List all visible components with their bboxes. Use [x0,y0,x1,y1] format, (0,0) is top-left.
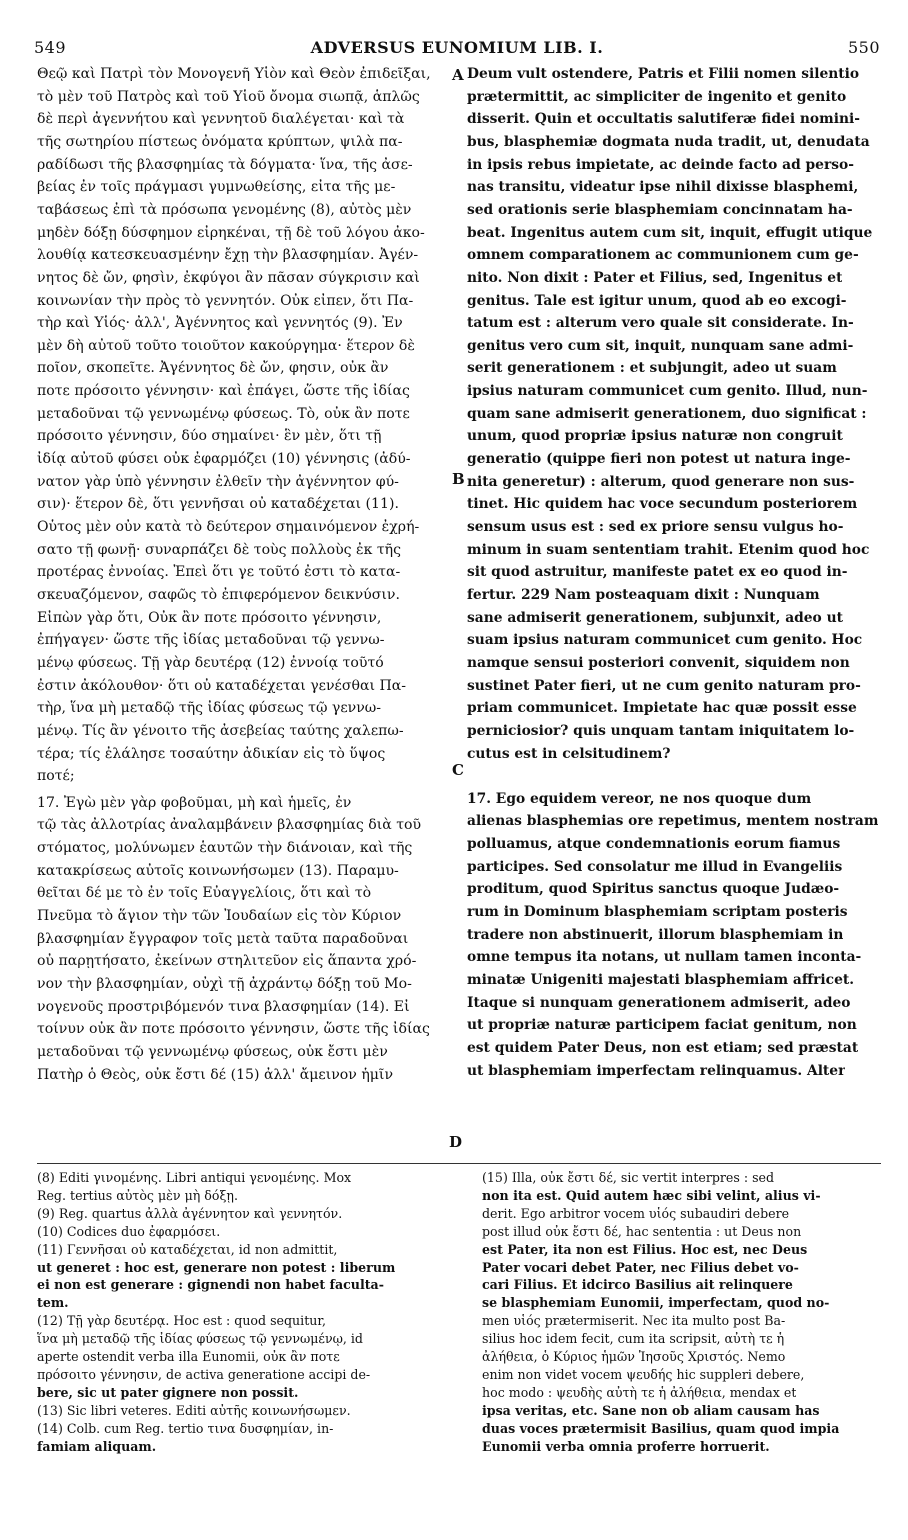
latin-text-line: alienas blasphemias ore repetimus, mentem nostram [467,813,879,830]
footnote-line-right: ipsa veritas, etc. Sane non ob aliam causam has [482,1402,820,1418]
footnote-line-right: (15) Illa, οὐκ ἔστι δέ, sic vertit interpres : sed [482,1170,775,1185]
latin-text-line: minum in suam sententiam trahit. Etenim quod hoc [467,541,870,558]
greek-text-line: στόματος, μολύνωμεν ἑαυτῶν τὴν διάνοιαν, καὶ τῆς [37,840,413,857]
greek-text-line: λουθίᾳ κατεσκευασμένην ἔχῃ τὴν βλασφημίαν. Ἀγέν- [37,247,419,264]
greek-text-line: μηδὲν δόξῃ δύσφημον εἰρηκέναι, τῇ δὲ τοῦ λόγου ἀκο- [37,224,425,241]
latin-text-line: 17. Ego equidem vereor, ne nos quoque dum [467,790,812,807]
greek-text-line: νητος δὲ ὤν, φησὶν, ἐκφύγοι ἂν πᾶσαν σύγκρισιν καὶ [37,269,420,286]
greek-text-line: πρόσοιτο γέννησιν, δύο σημαίνει· ἓν μὲν, ὅτι τῇ [37,428,382,445]
greek-text-line: μεταδοῦναι τῷ γεννωμένῳ φύσεως, οὐκ ἔστι μὲν [37,1043,388,1060]
page-number-left: 549 [34,38,67,57]
latin-text-line: namque sensui posteriori convenit, siquidem non [467,654,850,671]
greek-text-line: θεῖται δέ με τὸ ἐν τοῖς Εὐαγγελίοις, ὅτι καὶ τὸ [37,885,372,902]
greek-text-line: τὸ μὲν τοῦ Πατρὸς καὶ τοῦ Υἱοῦ ὄνομα σιωπᾷ, ἁπλῶς [37,88,420,105]
latin-text-line: est quidem Pater Deus, non est etiam; sed præstat [467,1039,859,1056]
footnote-line-right: est Pater, ita non est Filius. Hoc est, nec Deus [482,1241,808,1257]
greek-text-line: ἐπήγαγεν· ὥστε τῆς ἰδίας μεταδοῦναι τῷ γεννω- [37,632,385,649]
footnote-line-left: ἵνα μὴ μεταδῷ τῆς ἰδίας φύσεως τῷ γεννωμένῳ, id [37,1331,363,1347]
footnote-line-left: (11) Γεννῆσαι οὐ καταδέχεται, id non admittit, [37,1241,338,1257]
greek-text-line: ἰδίᾳ αὐτοῦ φύσει οὐκ ἐφαρμόζει (10) γέννησις (ἀδύ- [37,451,411,468]
latin-text-line: fertur. 229 Nam posteaquam dixit : Nunquam [467,586,820,603]
latin-text-line: proditum, quod Spiritus sanctus quoque Judæo- [467,881,840,898]
greek-text-line: ποτέ; [37,768,75,785]
footnote-line-right: duas voces prætermisit Basilius, quam quod impia [482,1420,840,1436]
latin-text-line: omne tempus ita notans, ut nullam tamen inconta- [467,949,862,966]
footnotes-left-column [37,0,457,1540]
greek-text-line: μένῳ. Τίς ἂν γένοιτο τῆς ἀσεβείας ταύτης χαλεπω- [37,722,404,739]
margin-marker-b: B [452,470,465,488]
greek-text-line: σατο τῇ φωνῇ· συναρπάζει δὲ τοὺς πολλοὺς ἐκ τῆς [37,541,402,558]
latin-text-line: minatæ Unigeniti majestati blasphemiam affricet. [467,972,855,988]
greek-text-line: Εἰπὼν γὰρ ὅτι, Οὐκ ἂν ποτε πρόσοιτο γέννησιν, [37,609,382,626]
latin-text-line: ut propriæ naturæ participem faciat genitum, non [467,1017,857,1034]
latin-text-line: nita generetur) : alterum, quod generare non sus- [467,473,855,490]
footnote-line-right: ἀλήθεια, ὁ Κύριος ἡμῶν Ἰησοῦς Χριστός. Nemo [482,1349,786,1364]
latin-text-line: participes. Sed consolatur me illud in Evangeliis [467,858,843,875]
latin-text-line: rum in Dominum blasphemiam scriptam posteris [467,904,848,921]
margin-marker-d: D [449,1133,463,1151]
greek-text-line: τὴρ, ἵνα μὴ μεταδῷ τῆς ἰδίας φύσεως τῷ γεννω- [37,700,382,717]
latin-text-line: unum, quod propriæ ipsius naturæ non congruit [467,428,843,445]
latin-text-line: sensum usus est : sed ex priore sensu vulgus ho- [467,519,844,535]
latin-text-line: tatum est : alterum vero quale sit considerate. In- [467,315,854,332]
footnote-line-right: men υἱός prætermiserit. Nec ita multo post Ba- [482,1313,786,1329]
footnote-line-right: Pater vocari debet Pater, nec Filius debet vo- [482,1259,799,1275]
latin-text-line: prætermittit, ac simpliciter de ingenito et genito [467,88,847,105]
latin-text-line: omnem comparationem ac communionem cum ge- [467,247,859,264]
footnote-line-right: cari Filius. Et idcirco Basilius ait relinquere [482,1277,793,1293]
greek-text-line: τῷ τὰς ἀλλοτρίας ἀναλαμβάνειν βλασφημίας διὰ τοῦ [37,817,422,834]
footnote-line-left: ut generet : hoc est, generare non potest : liberum [37,1259,396,1275]
greek-text-line: ποτε πρόσοιτο γέννησιν· καὶ ἐπάγει, ὥστε τῆς ἰδίας [37,383,410,400]
greek-text-line: ραδίδωσι τῆς βλασφημίας τὰ δόγματα· ἵνα, τῆς ἀσε- [37,156,413,173]
latin-text-line: sit quod astruitur, manifeste patet ex eo quod in- [467,564,848,581]
footnote-line-left: tem. [37,1295,69,1311]
footnote-line-right: derit. Ego arbitror vocem υἱός subaudiri debere [482,1205,790,1221]
footnote-line-left: Reg. tertius αὐτὸς μὲν μὴ δόξῃ. [37,1187,238,1203]
latin-text-line: Deum vult ostendere, Patris et Filii nomen silentio [467,66,860,82]
latin-text-line: sustinet Pater fieri, ut ne cum genito naturam pro- [467,677,861,694]
footnote-line-right: post illud οὐκ ἔστι δέ, hac sententia : ut Deus non [482,1223,802,1239]
latin-text-line: sane admiserit generationem, subjunxit, adeo ut [467,609,843,626]
greek-text-line: ταβάσεως ἐπὶ τὰ πρόσωπα γενομένης (8), αὐτὸς μὲν [37,201,412,218]
greek-text-line: οὐ παρῃτήσατο, ἐκείνων στηλιτεῦον εἰς ἅπαντα χρό- [37,953,417,970]
footnote-line-left: (8) Editi γινομένης. Libri antiqui γενομένης. Mox [37,1170,352,1185]
greek-text-line: τέρα; τίς ἐλάλησε τοσαύτην ἀδικίαν εἰς τὸ ὕψος [37,745,386,762]
margin-marker-a: A [452,66,464,84]
latin-text-line: beat. Ingenitus autem cum sit, inquit, effugit utique [467,224,873,241]
latin-text-line: genitus vero cum sit, inquit, nunquam sane admi- [467,337,854,354]
footnote-line-left: (12) Τῇ γὰρ δευτέρᾳ. Hoc est : quod sequitur, [37,1313,327,1329]
greek-text-line: βείας ἐν τοῖς πράγμασι γυμνωθείσης, εἶτα τῆς με- [37,179,396,196]
latin-text-line: serit generationem : et subjungit, adeo ut suam [467,360,837,377]
footnote-line-left: (9) Reg. quartus ἀλλὰ ἀγέννητον καὶ γεννητόν. [37,1205,343,1221]
greek-text-line: 17. Ἐγὼ μὲν γὰρ φοβοῦμαι, μὴ καὶ ἡμεῖς, ἐν [37,794,352,811]
greek-text-line: Θεῷ καὶ Πατρὶ τὸν Μονογενῆ Υἱὸν καὶ Θεὸν ἐπιδεῖξαι, [37,66,431,82]
greek-text-line: σκευαζόμενον, σαφῶς τὸ ἐπιφερόμενον δεικνύσιν. [37,586,400,603]
latin-text-line: bus, blasphemiæ dogmata nuda tradit, ut, denudata [467,133,870,150]
footnote-line-left: ei non est generare : gignendi non habet faculta- [37,1277,384,1293]
greek-text-line: κοινωνίαν τὴν πρὸς τὸ γεννητόν. Οὐκ εἶπεν, ὅτι Πα- [37,292,414,309]
greek-text-line: Οὗτος μὲν οὖν κατὰ τὸ δεύτερον σημαινόμενον ἐχρή- [37,519,420,535]
greek-text-line: νογενοῦς προστριβόμενόν τινα βλασφημίαν (14). Εἰ [37,998,410,1015]
footnote-line-right: silius hoc idem fecit, cum ita scripsit, αὐτὴ τε ἡ [482,1331,785,1347]
latin-text-line: disserit. Quin et occultatis salutiferæ fidei nomini- [467,111,860,128]
latin-text-line: nas transitu, videatur ipse nihil dixisse blasphemi, [467,179,859,196]
footnote-line-left: aperte ostendit verba illa Eunomii, οὐκ ἂν ποτε [37,1349,340,1364]
latin-text-line: generatio (quippe fieri non potest ut natura inge- [467,451,851,468]
latin-text-line: ipsius naturam communicet cum genito. Illud, nun- [467,383,868,400]
greek-text-line: Πνεῦμα τὸ ἅγιον τὴν τῶν Ἰουδαίων εἰς τὸν Κύριον [37,908,402,925]
footnote-line-right: se blasphemiam Eunomii, imperfectam, quod no- [482,1295,830,1311]
footnote-line-right: enim non videt vocem ψευδής hic suppleri debere, [482,1366,805,1382]
latin-text-line: tinet. Hic quidem hac voce secundum posteriorem [467,496,858,513]
footnote-line-right: non ita est. Quid autem hæc sibi velint, alius vi- [482,1187,821,1203]
footnote-line-left: πρόσοιτο γέννησιν, de activa generatione accipi de- [37,1366,371,1382]
footnote-line-left: (13) Sic libri veteres. Editi αὐτῆς κοινωνήσωμεν. [37,1402,351,1418]
latin-text-line: tradere non abstinuerit, illorum blasphemiam in [467,926,844,943]
page-number-right: 550 [847,38,880,57]
footnote-line-left: (10) Codices duo ἐφαρμόσει. [37,1223,221,1239]
greek-text-line: σιν)· ἕτερον δὲ, ὅτι γεννῆσαι οὐ καταδέχεται (11). [37,496,399,513]
footnote-line-left: (14) Colb. cum Reg. tertio τινα δυσφημίαν, in- [37,1420,334,1436]
footnotes-right-column [482,0,882,1540]
margin-marker-c: C [452,761,464,779]
latin-text-line: sed orationis serie blasphemiam concinnatam ha- [467,201,853,218]
latin-text-line: perniciosior? quis unquam tantam iniquitatem lo- [467,722,855,739]
latin-text-line: priam communicet. Impietate hac quæ possit esse [467,700,857,717]
greek-text-line: ἐστιν ἀκόλουθον· ὅτι οὐ καταδέχεται γενέσθαι Πα- [37,677,407,694]
greek-text-line: νατον γὰρ ὑπὸ γέννησιν ἐλθεῖν τὴν ἀγέννητον φύ- [37,473,399,490]
greek-text-line: ποῖον, σκοπεῖτε. Ἀγέννητος δὲ ὤν, φησιν, οὐκ ἂν [37,360,389,377]
latin-text-line: suam ipsius naturam communicet cum genito. Hoc [467,632,863,649]
greek-text-line: κατακρίσεως αὐτοῖς κοινωνήσωμεν (13). Παραμυ- [37,862,399,879]
latin-text-line: nito. Non dixit : Pater et Filius, sed, Ingenitus et [467,269,843,286]
greek-text-line: μὲν δὴ αὐτοῦ τοῦτο τοιοῦτον κακούργημα· ἕτερον δὲ [37,337,415,354]
latin-text-line: Itaque si nunquam generationem admiserit, adeo [467,994,851,1011]
latin-text-line: genitus. Tale est igitur unum, quod ab eo excogi- [467,292,847,309]
greek-text-line: μένῳ φύσεως. Τῇ γὰρ δευτέρᾳ (12) ἐννοίᾳ τοῦτό [37,654,384,671]
latin-text-line: quam sane admiserit generationem, duo significat : [467,405,867,422]
latin-text-line: polluamus, atque condemnationis eorum fiamus [467,836,841,853]
latin-text-line: cutus est in celsitudinem? [467,745,671,762]
greek-text-line: προτέρας ἐννοίας. Ἐπεὶ ὅτι γε τοῦτό ἐστι τὸ κατα- [37,564,401,581]
greek-text-line: Πατὴρ ὁ Θεὸς, οὐκ ἔστι δέ (15) ἀλλ' ἄμεινον ἡμῖν [37,1066,394,1083]
footnote-line-right: Eunomii verba omnia proferre horruerit. [482,1438,770,1454]
footnote-line-left: bere, sic ut pater gignere non possit. [37,1384,299,1400]
latin-text-line: in ipsis rebus impietate, ac deinde facto ad perso- [467,156,854,173]
greek-text-line: τῆς σωτηρίου πίστεως ὀνόματα κρύπτων, ψιλὰ πα- [37,133,403,150]
footnote-line-right: hoc modo : ψευδὴς αὐτὴ τε ἡ ἀλήθεια, mendax et [482,1384,797,1400]
greek-text-line: δὲ περὶ ἀγεννήτου καὶ γεννητοῦ διαλέγεται· καὶ τὰ [37,111,405,128]
latin-text-line: ut blasphemiam imperfectam relinquamus. Alter [467,1062,846,1079]
greek-text-line: μεταδοῦναι τῷ γεννωμένῳ φύσεως. Τὸ, οὐκ ἂν ποτε [37,405,410,422]
footnote-line-left: famiam aliquam. [37,1438,157,1454]
greek-text-line: τὴρ καὶ Υἱός· ἀλλ', Ἀγέννητος καὶ γεννητός (9). Ἐν [37,315,403,332]
greek-text-line: νον τὴν βλασφημίαν, οὐχὶ τῇ ἀχράντῳ δόξῃ τοῦ Μο- [37,976,412,992]
greek-text-line: βλασφημίαν ἔγγραφον τοῖς μετὰ ταῦτα παραδοῦναι [37,930,409,947]
running-title: ADVERSUS EUNOMIUM LIB. I. [310,38,604,57]
greek-text-line: τοίνυν οὐκ ἂν ποτε πρόσοιτο γέννησιν, ὥστε τῆς ἰδίας [37,1021,430,1038]
